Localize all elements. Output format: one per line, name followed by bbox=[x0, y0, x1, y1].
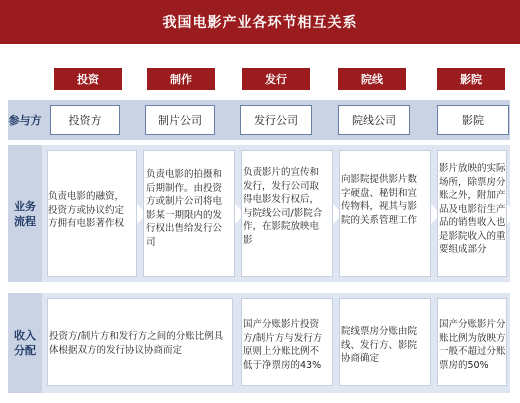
stage-header-invest: 投资 bbox=[54, 68, 122, 90]
income-text-cinema-chain: 院线票房分账由院线、发行方、影院协商确定 bbox=[341, 326, 418, 364]
party-distributor: 发行公司 bbox=[240, 105, 312, 135]
row-label-income: 收入 分配 bbox=[8, 293, 42, 393]
income-text-invest-distribution: 投资方/制片方和发行方之间的分账比例具体根据双方的发行协议协商而定 bbox=[49, 331, 224, 356]
flow-text-cinema-chain: 向影院提供影片数字硬盘、秘钥和宣传物料，视其与影院的关系管理工作 bbox=[341, 174, 418, 226]
income-text-distribution: 国产分账影片投资方/制片方与发行方原则上分账比例不低于净票房的43% bbox=[243, 319, 323, 371]
row-label-flow: 业务 流程 bbox=[8, 145, 42, 282]
party-cinema-chain: 院线公司 bbox=[338, 105, 410, 135]
flow-text-cinema: 影片放映的实际场所，除票房分账之外，附加产品及电影衍生产品的销售收入也是影院收入的重要组成部分 bbox=[439, 163, 506, 255]
stage-header-production: 制作 bbox=[147, 68, 215, 90]
flow-text-distribution: 负责影片的宣传和发行，发行公司取得电影发行权后，与院线公司/影院合作，在影院放映电影 bbox=[243, 167, 323, 246]
stage-header-distribution: 发行 bbox=[242, 68, 310, 90]
party-cinema: 影院 bbox=[437, 105, 509, 135]
row-label-participants: 参与方 bbox=[8, 100, 42, 140]
income-text-cinema: 国产分账影片分账比例为放映方一般不超过分账票房的50% bbox=[439, 319, 506, 371]
flow-text-production: 负责电影的拍摄和后期制作。由投资方或制片公司将电影某一期限内的发行权出售给发行公司 bbox=[146, 169, 223, 248]
page-title: 我国电影产业各环节相互关系 bbox=[0, 0, 520, 44]
party-investor: 投资方 bbox=[50, 105, 120, 135]
stage-header-cinema-chain: 院线 bbox=[338, 68, 406, 90]
party-production-company: 制片公司 bbox=[145, 105, 215, 135]
stage-header-cinema: 影院 bbox=[437, 68, 505, 90]
flow-text-invest: 负责电影的融资，投资方或协议约定方拥有电影著作权 bbox=[48, 191, 125, 229]
